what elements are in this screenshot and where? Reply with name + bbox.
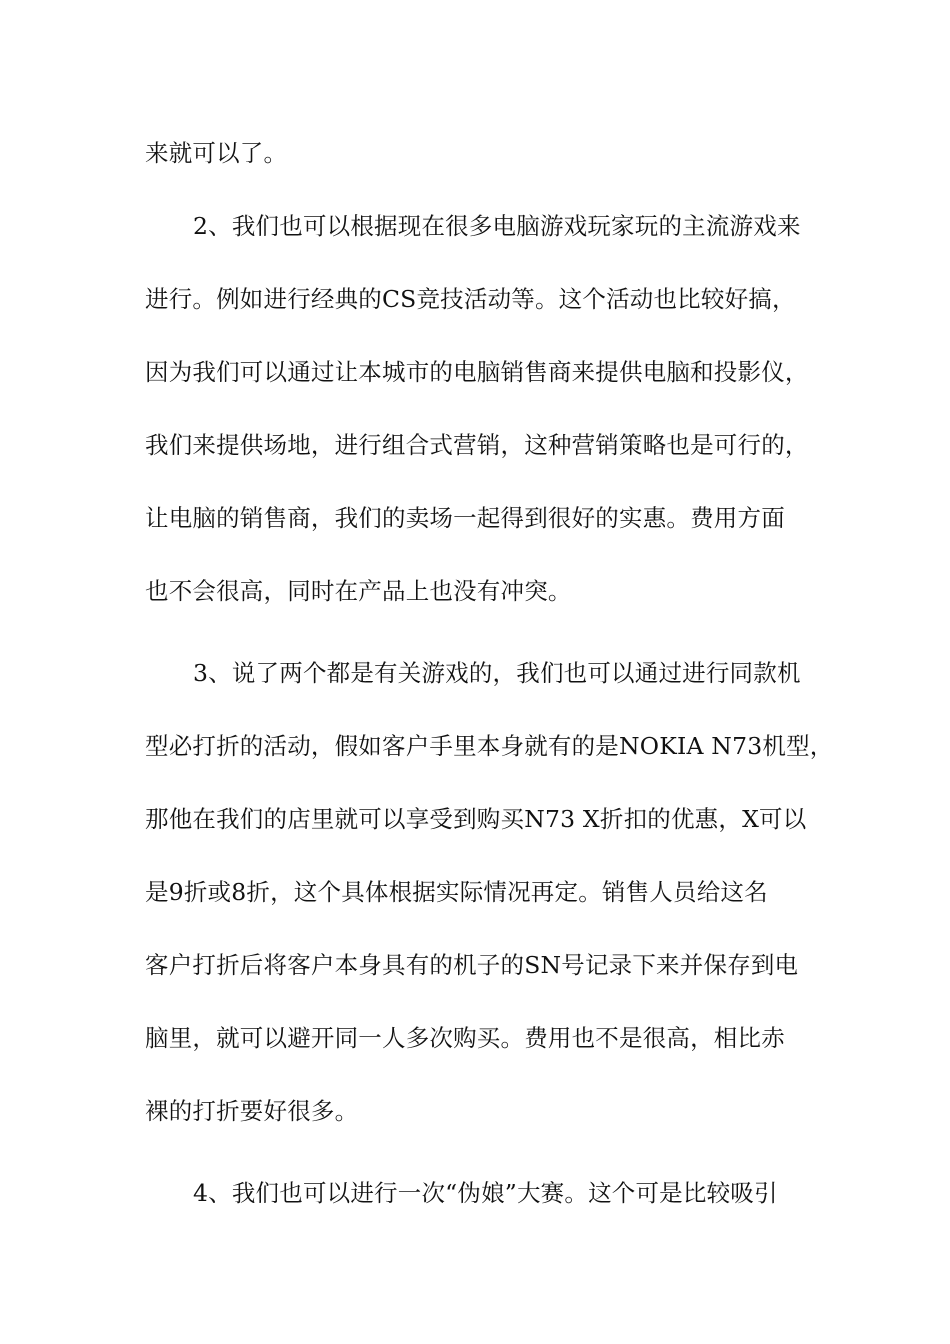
text-line: 也不会很高，同时在产品上也没有冲突。 — [145, 577, 572, 605]
text-line-paragraph-start: 3、说了两个都是有关游戏的，我们也可以通过进行同款机 — [193, 659, 801, 687]
text-line-paragraph-start: 2、我们也可以根据现在很多电脑游戏玩家玩的主流游戏来 — [193, 212, 801, 240]
text-line: 因为我们可以通过让本城市的电脑销售商来提供电脑和投影仪， — [145, 358, 809, 386]
text-line: 让电脑的销售商，我们的卖场一起得到很好的实惠。费用方面 — [145, 504, 785, 532]
text-line: 是9折或8折，这个具体根据实际情况再定。销售人员给这名 — [145, 878, 768, 906]
text-line: 型必打折的活动，假如客户手里本身就有的是NOKIA N73机型， — [145, 732, 834, 760]
text-line: 我们来提供场地，进行组合式营销，这种营销策略也是可行的， — [145, 431, 809, 459]
text-line: 来就可以了。 — [145, 139, 288, 167]
text-line-paragraph-start: 4、我们也可以进行一次“伪娘”大赛。这个可是比较吸引 — [193, 1179, 778, 1207]
text-line: 那他在我们的店里就可以享受到购买N73 X折扣的优惠，X可以 — [145, 805, 807, 833]
text-line: 裸的打折要好很多。 — [145, 1097, 359, 1125]
text-line: 进行。例如进行经典的CS竞技活动等。这个活动也比较好搞， — [145, 285, 796, 313]
text-line: 客户打折后将客户本身具有的机子的SN号记录下来并保存到电 — [145, 951, 799, 979]
text-line: 脑里，就可以避开同一人多次购买。费用也不是很高，相比赤 — [145, 1024, 785, 1052]
